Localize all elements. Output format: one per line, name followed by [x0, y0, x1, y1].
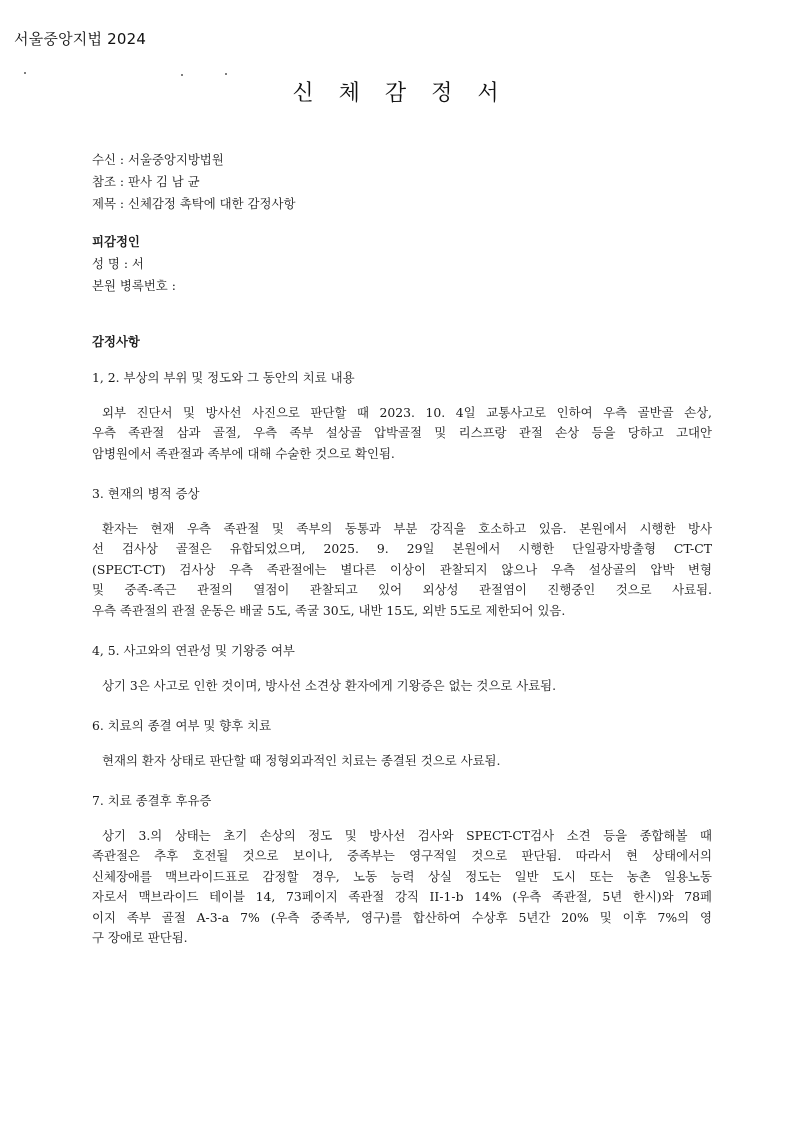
paragraph-line: 신체장애를 맥브라이드표로 감정할 경우, 노동 능력 상실 정도는 일반 도시 또는 농촌 일용노동: [92, 868, 712, 884]
section-paragraph: [92, 403, 712, 465]
section-paragraph: [92, 826, 712, 949]
paragraph-line: 우측 족관절의 관절 운동은 배굴 5도, 족굴 30도, 내반 15도, 외반 5도로 제한되어 있음.: [92, 602, 566, 618]
section-heading: 3. 현재의 병적 증상: [92, 486, 200, 501]
paragraph-line: 선 검사상 골절은 유합되었으며, 2025. 9. 29일 본원에서 시행한 단일광자방출형 CT-CT: [92, 541, 712, 556]
paragraph-line: 이지 족부 골절 A-3-a 7% (우측 중족부, 영구)를 합산하여 수상후 5년간 20% 및 이후 7%의 영: [92, 909, 712, 925]
paragraph-line: 환자는 현재 우측 족관절 및 족부의 동통과 부분 강직을 호소하고 있음. 본원에서 시행한 방사: [102, 520, 712, 536]
subject-line: 제목 : 신체감정 촉탁에 대한 감정사항: [92, 196, 296, 211]
section-heading: 7. 치료 종결후 후유증: [92, 793, 212, 808]
document-body: [92, 150, 712, 955]
section-paragraph: [92, 676, 712, 697]
subject-person-heading: 피감정인: [92, 234, 140, 249]
paragraph-line: 자로서 맥브라이드 테이블 14, 73페이지 족관절 강직 II-1-b 14% (우측 족관절, 5년 한시)와 78페: [92, 889, 712, 904]
meta-block: [92, 150, 712, 216]
paragraph-line: 현재의 환자 상태로 판단할 때 정형외과적인 치료는 종결된 것으로 사료됨.: [102, 752, 501, 768]
subject-person-block: [92, 232, 712, 298]
paragraph-line: (SPECT-CT) 검사상 우측 족관절에는 별다른 이상이 관찰되지 않으나 우측 설상골의 압박 변형: [92, 561, 712, 577]
paragraph-line: 상기 3.의 상태는 초기 손상의 정도 및 방사선 검사와 SPECT-CT검사 소견 등을 종합해볼 때: [102, 827, 712, 843]
court-case-stamp: 서울중앙지법 2024: [14, 30, 147, 48]
document-title: 신 체 감 정 서: [292, 81, 508, 106]
paragraph-line: 상기 3은 사고로 인한 것이며, 방사선 소견상 환자에게 기왕증은 없는 것으로 사료됨.: [102, 677, 557, 693]
paragraph-line: 암병원에서 족관절과 족부에 대해 수술한 것으로 확인됨.: [92, 445, 395, 461]
paragraph-line: 족관절은 추후 호전될 것으로 보이나, 중족부는 영구적일 것으로 판단됨. 따라서 현 상태에서의: [92, 848, 712, 863]
speck: [225, 73, 227, 75]
section-paragraph: [92, 519, 712, 622]
findings-sections: [92, 354, 712, 955]
paragraph-line: 구 장애로 판단됨.: [92, 930, 188, 945]
recipient-line: 수신 : 서울중앙지방법원: [92, 152, 224, 167]
speck: [24, 72, 26, 74]
paragraph-line: 우측 족관절 삼과 골절, 우측 족부 설상골 압박골절 및 리스프랑 관절 손상 등을 당하고 고대안: [92, 425, 712, 440]
section-paragraph: [92, 751, 712, 772]
record-number-line: 본원 병록번호 :: [92, 278, 176, 293]
findings-heading: 감정사항: [92, 334, 140, 349]
paragraph-line: 외부 진단서 및 방사선 사진으로 판단할 때 2023. 10. 4일 교통사고로 인하여 우측 골반골 손상,: [102, 404, 712, 420]
paragraph-line: 및 중족-족근 관절의 열점이 관찰되고 있어 외상성 관절염이 진행중인 것으로 사료됨.: [92, 582, 712, 597]
reference-line: 참조 : 판사 김 남 균: [92, 174, 200, 189]
section-heading: 4, 5. 사고와의 연관성 및 기왕증 여부: [92, 643, 295, 658]
subject-name-line: 성 명 : 서: [92, 256, 144, 271]
section-heading: 6. 치료의 종결 여부 및 향후 치료: [92, 718, 272, 733]
section-heading: 1, 2. 부상의 부위 및 정도와 그 동안의 치료 내용: [92, 370, 355, 385]
